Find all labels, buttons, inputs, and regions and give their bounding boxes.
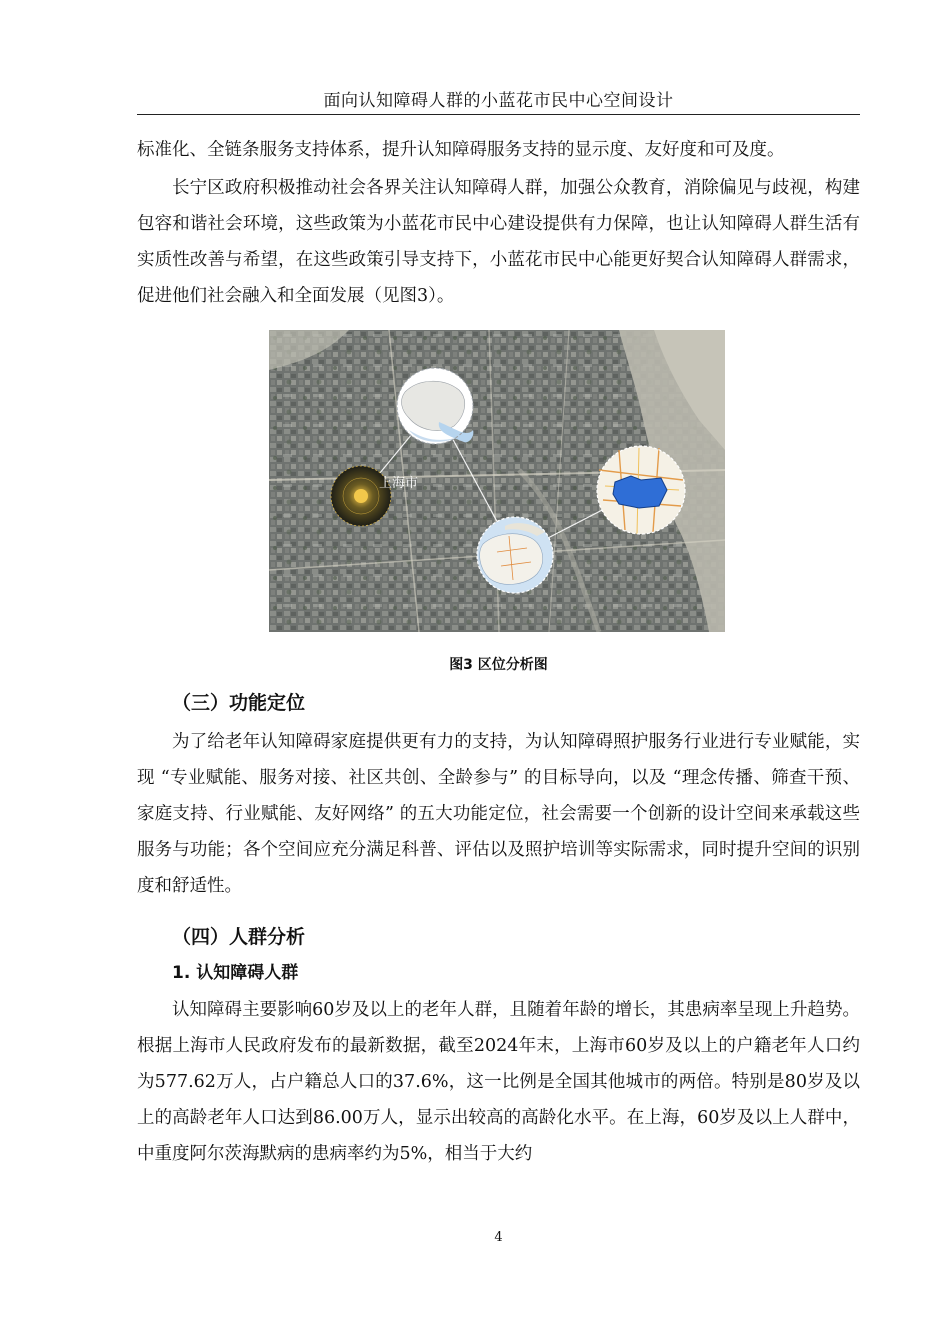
- paragraph-1: 标准化、全链条服务支持体系，提升认知障碍服务支持的显示度、友好度和可及度。: [137, 140, 785, 160]
- shanghai-map-label: 上海市: [379, 476, 419, 491]
- changning-district-circle: [597, 446, 685, 534]
- district-locator-circle: [331, 466, 391, 526]
- location-analysis-figure: [269, 330, 725, 632]
- satellite-map: [269, 330, 725, 632]
- running-header: 面向认知障碍人群的小蓝花市民中心空间设计: [323, 91, 674, 111]
- header-divider: [137, 114, 860, 115]
- paragraph-3: 为了给老年认知障碍家庭提供更有力的支持，为认知障碍照护服务行业进行专业赋能，实现 “专业赋能、服务对接、社区共创、全龄参与” 的目标导向，以及 “理念传播、筛查干预、家庭支持、行业赋能、友好网络” 的五大功能定位，社会需要一个创新的设计空间来承载这些服务与功能；各个空间应充分满足科普、评估以及照护培训等实际需求，同时提升空间的识别度和舒适性。: [137, 732, 860, 896]
- figure-caption: 图3 区位分析图: [449, 657, 548, 673]
- china-map-circle: [397, 368, 473, 444]
- paragraph-4: 认知障碍主要影响60岁及以上的老年人群，且随着年龄的增长，其患病率呈现上升趋势。根据上海市人民政府发布的最新数据，截至2024年末，上海市60岁及以上的户籍老年人口约为577.62万人，占户籍总人口的37.6%，这一比例是全国其他城市的两倍。特别是80岁及以上的高龄老年人口达到86.00万人，显示出较高的高龄化水平。在上海，60岁及以上人群中，中重度阿尔茨海默病的患病率约为5%，相当于大约: [137, 1000, 860, 1164]
- section-heading-population: （四）人群分析: [172, 926, 306, 948]
- page-number: 4: [494, 1230, 503, 1245]
- shanghai-region-circle: [477, 517, 553, 593]
- paragraph-2: 长宁区政府积极推动社会各界关注认知障碍人群，加强公众教育，消除偏见与歧视，构建包容和谐社会环境，这些政策为小蓝花市民中心建设提供有力保障，也让认知障碍人群生活有实质性改善与希望，在这些政策引导支持下，小蓝花市民中心能更好契合认知障碍人群需求，促进他们社会融入和全面发展（见图3）。: [137, 178, 860, 306]
- subsection-heading: 1. 认知障碍人群: [172, 963, 299, 983]
- section-heading-function: （三）功能定位: [172, 692, 306, 714]
